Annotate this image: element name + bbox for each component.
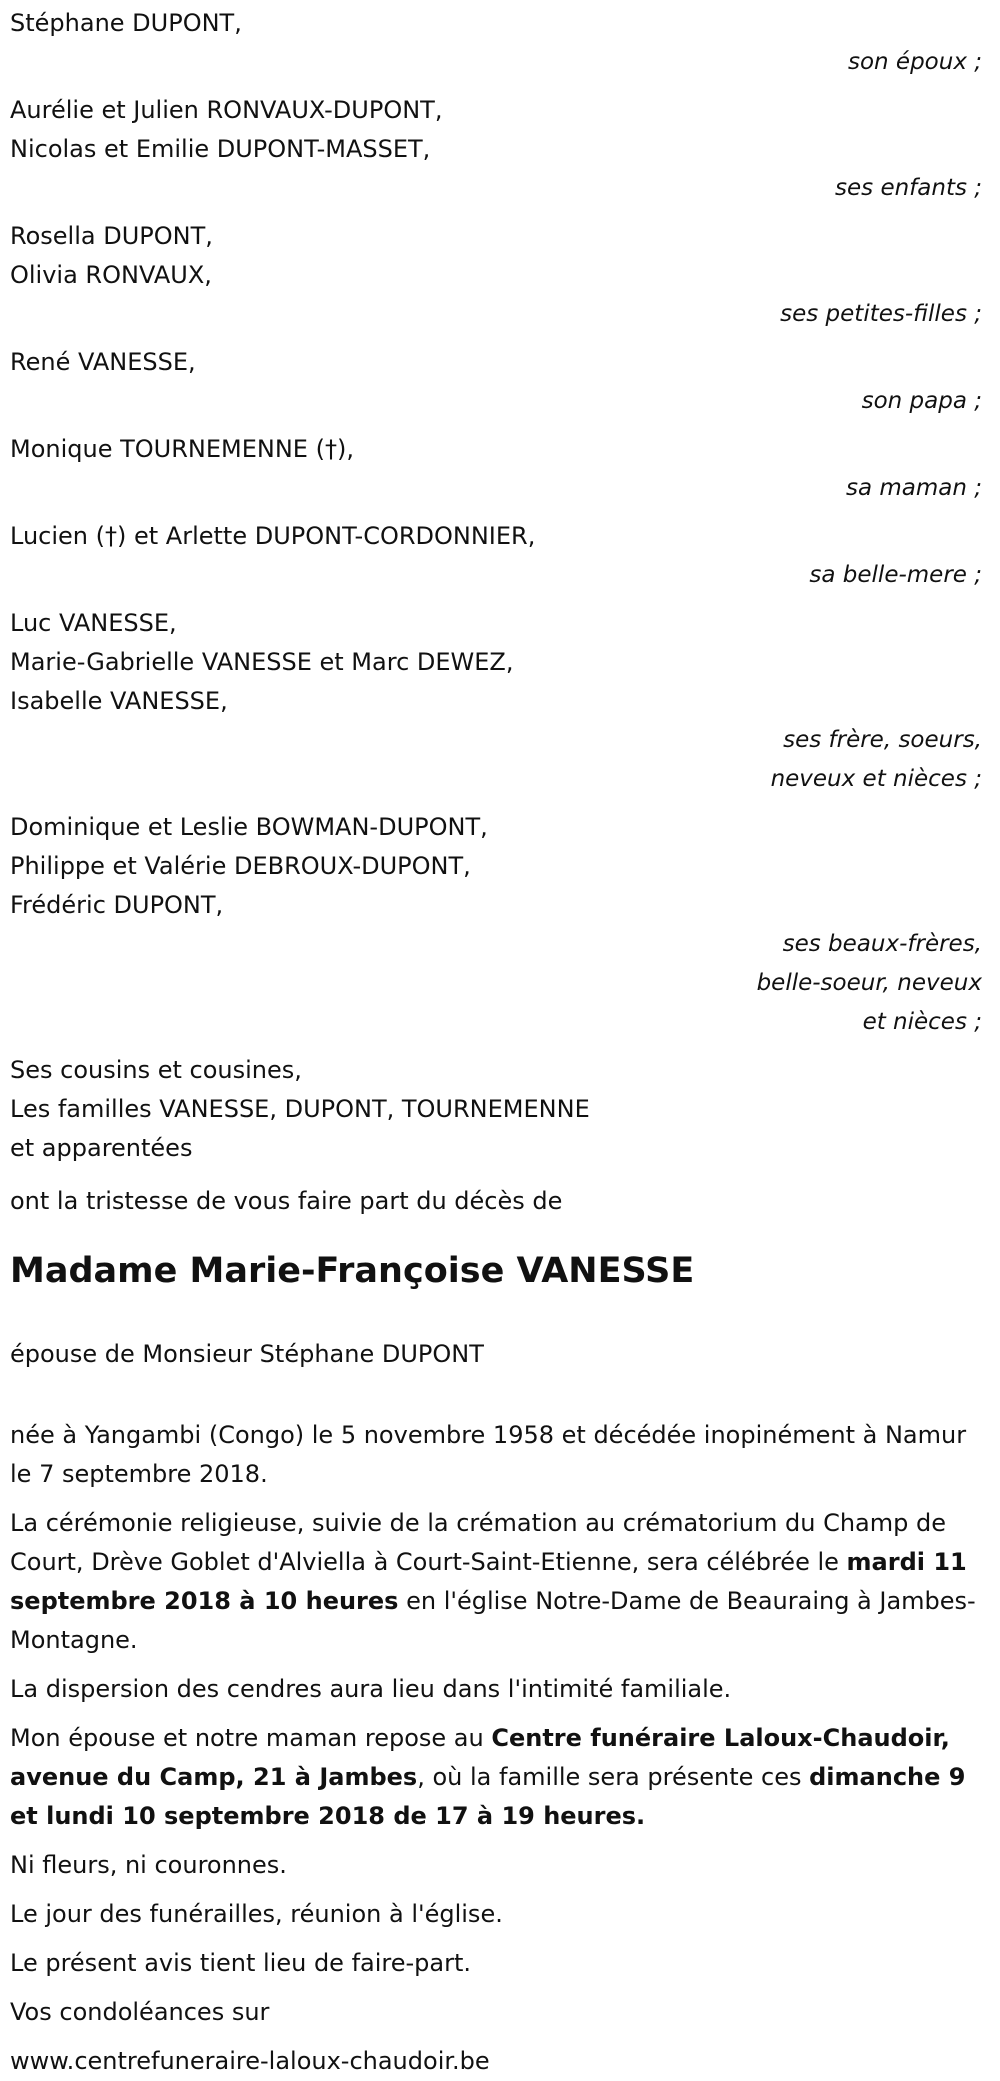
family-role: belle-soeur, neveux (756, 970, 982, 996)
family-group (10, 604, 990, 799)
condolences-label: Vos condoléances sur (10, 1998, 270, 2026)
family-group (10, 517, 990, 595)
family-role: ses petites-filles ; (780, 301, 982, 327)
ceremony-text: La cérémonie religieuse, suivie de la crémation au crématorium du Champ de Court, Drève Goblet d'Alviella à Court-Saint-Etienne, sera célébrée le (10, 1509, 946, 1576)
family-name: Aurélie et Julien RONVAUX-DUPONT, (10, 96, 443, 124)
family-name: Rosella DUPONT, (10, 222, 213, 250)
announcement-intro: ont la tristesse de vous faire part du décès de (10, 1187, 563, 1215)
family-group (10, 217, 990, 334)
family-role: son époux ; (847, 49, 982, 75)
family-role: son papa ; (861, 388, 982, 414)
family-group (10, 808, 990, 1042)
family-name: Marie-Gabrielle VANESSE et Marc DEWEZ, (10, 648, 514, 676)
spouse-line: épouse de Monsieur Stéphane DUPONT (10, 1340, 484, 1368)
family-role: sa maman ; (845, 475, 982, 501)
family-name: Philippe et Valérie DEBROUX-DUPONT, (10, 852, 471, 880)
family-group (10, 1051, 990, 1168)
family-role: ses beaux-frères, (782, 931, 982, 957)
family-name: Ses cousins et cousines, (10, 1056, 302, 1084)
family-name: Isabelle VANESSE, (10, 687, 228, 715)
ceremony-location: en l'église Notre-Dame de Beauraing à Jambes-Montagne. (10, 1587, 976, 1654)
family-group (10, 4, 990, 82)
repose-paragraph (10, 1719, 990, 1836)
meeting-paragraph: Le jour des funérailles, réunion à l'église. (10, 1900, 503, 1928)
family-role: neveux et nièces ; (770, 766, 982, 792)
family-role: ses enfants ; (835, 175, 982, 201)
family-name: Dominique et Leslie BOWMAN-DUPONT, (10, 813, 488, 841)
repose-text: Mon épouse et notre maman repose au (10, 1724, 492, 1752)
family-name: Stéphane DUPONT, (10, 9, 242, 37)
family-role: ses frère, soeurs, (783, 727, 982, 753)
dispersion-paragraph: La dispersion des cendres aura lieu dans l'intimité familiale. (10, 1675, 732, 1703)
repose-place: Centre funéraire Laloux-Chaudoir, avenue du Camp, 21 à Jambes (10, 1724, 950, 1791)
ceremony-date: mardi 11 septembre 2018 à 10 heures (10, 1548, 967, 1615)
repose-dates: dimanche 9 et lundi 10 septembre 2018 de 17 à 19 heures. (10, 1763, 966, 1830)
birth-death-paragraph: née à Yangambi (Congo) le 5 novembre 1958 et décédée inopinément à Namur le 7 septembre 2018. (10, 1421, 967, 1488)
family-role: sa belle-mere ; (809, 562, 982, 588)
family-name: Lucien (†) et Arlette DUPONT-CORDONNIER, (10, 522, 536, 550)
website-link[interactable]: www.centrefuneraire-laloux-chaudoir.be (10, 2047, 490, 2075)
family-name: René VANESSE, (10, 348, 196, 376)
deceased-name: Madame Marie-Françoise VANESSE (10, 1251, 695, 1291)
family-name: Olivia RONVAUX, (10, 261, 212, 289)
family-name: Frédéric DUPONT, (10, 891, 224, 919)
ceremony-paragraph (10, 1504, 990, 1660)
repose-middle-text: , où la famille sera présente ces (417, 1763, 810, 1791)
family-list (10, 0, 990, 1168)
family-name: et apparentées (10, 1134, 193, 1162)
family-name: Nicolas et Emilie DUPONT-MASSET, (10, 135, 431, 163)
family-name: Les familles VANESSE, DUPONT, TOURNEMENNE (10, 1095, 590, 1123)
no-flowers-paragraph: Ni fleurs, ni couronnes. (10, 1851, 287, 1879)
family-group (10, 343, 990, 421)
notice-paragraph: Le présent avis tient lieu de faire-part. (10, 1949, 472, 1977)
family-role: et nièces ; (862, 1009, 982, 1035)
family-name: Luc VANESSE, (10, 609, 177, 637)
family-group (10, 430, 990, 508)
family-group (10, 91, 990, 208)
family-name: Monique TOURNEMENNE (†), (10, 435, 354, 463)
